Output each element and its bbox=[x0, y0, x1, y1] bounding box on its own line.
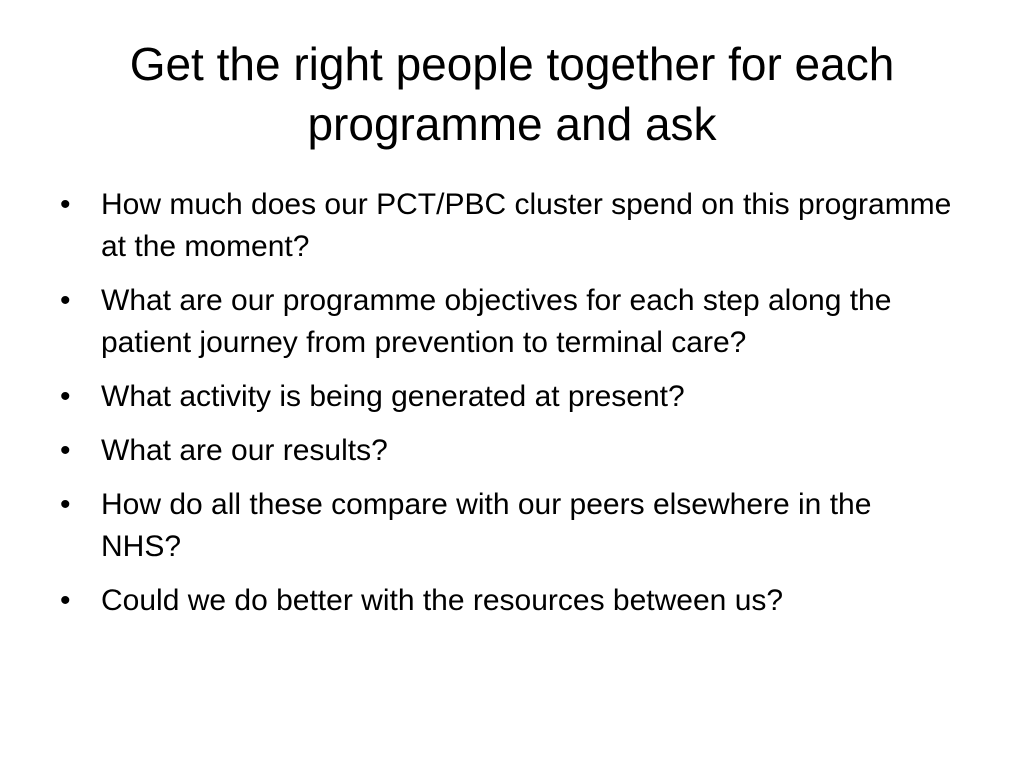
bullet-icon: • bbox=[60, 584, 71, 617]
bullet-item bbox=[58, 484, 958, 568]
bullet-text: What are our programme objectives for each step along the patient journey from prevention to terminal care? bbox=[101, 284, 892, 359]
bullet-icon: • bbox=[60, 380, 71, 413]
bullet-item bbox=[58, 430, 958, 472]
slide-title: Get the right people together for each programme and ask bbox=[129, 38, 895, 150]
bullet-item bbox=[58, 580, 958, 622]
bullet-icon: • bbox=[60, 434, 71, 467]
bullet-text: How do all these compare with our peers elsewhere in the NHS? bbox=[101, 488, 872, 563]
bullet-text: How much does our PCT/PBC cluster spend on this programme at the moment? bbox=[101, 188, 952, 263]
bullet-text: Could we do better with the resources between us? bbox=[101, 584, 784, 617]
bullet-text: What activity is being generated at present? bbox=[101, 380, 685, 413]
bullet-icon: • bbox=[60, 488, 71, 521]
bullet-text: What are our results? bbox=[101, 434, 388, 467]
bullet-item bbox=[58, 376, 958, 418]
bullet-icon: • bbox=[60, 284, 71, 317]
bullet-icon: • bbox=[60, 188, 71, 221]
bullet-list bbox=[58, 184, 958, 634]
bullet-item bbox=[58, 280, 958, 364]
bullet-item bbox=[58, 184, 958, 268]
